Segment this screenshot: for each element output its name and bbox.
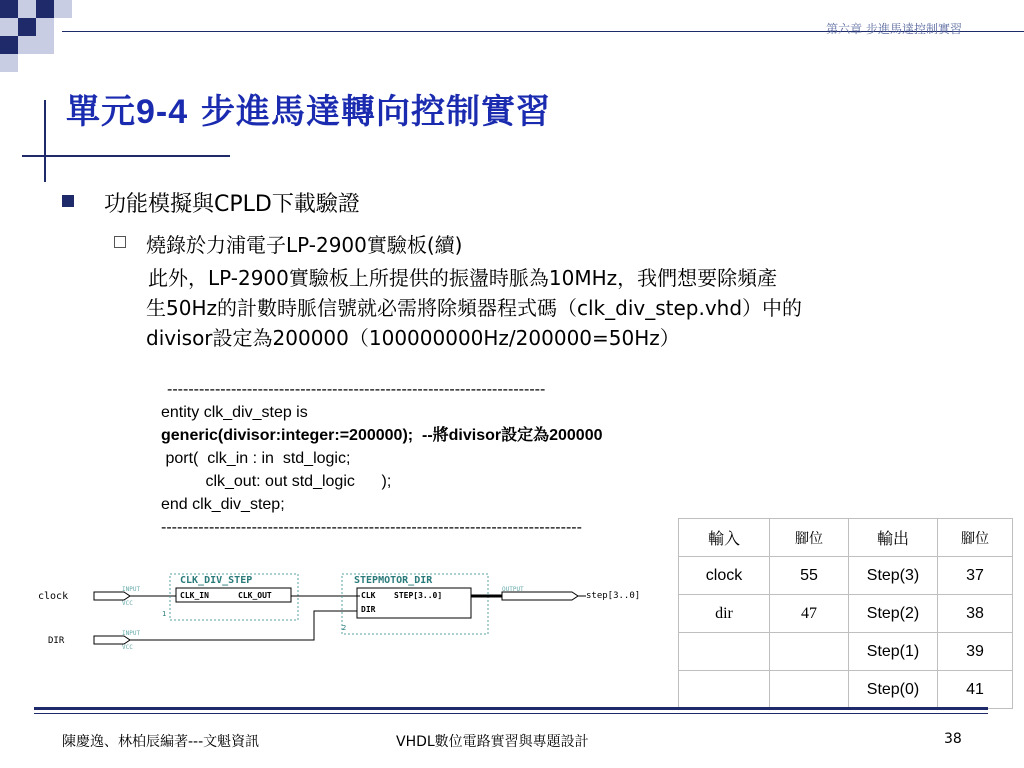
table-row xyxy=(679,671,1013,709)
table-cell: dir xyxy=(679,595,770,633)
title-number: 9-4 xyxy=(136,93,189,131)
bullet-hollow-square-icon xyxy=(114,236,126,248)
block2-index: 2 xyxy=(342,624,347,632)
title-text: 步進馬達轉向控制實習 xyxy=(188,92,551,132)
code-line: entity clk_div_step is xyxy=(161,404,308,421)
block2-pin-step: STEP[3..0] xyxy=(394,591,443,600)
bullet-level2: 燒錄於力浦電子LP-2900實驗板(續) xyxy=(146,233,463,257)
table-cell: 55 xyxy=(770,557,849,595)
table-cell: Step(3) xyxy=(849,557,938,595)
table-cell: Step(2) xyxy=(849,595,938,633)
vcc-tag: VCC xyxy=(122,644,133,651)
title-cross-vertical xyxy=(44,100,46,182)
code-line: end clk_div_step; xyxy=(161,496,285,513)
code-dash-line: ----------------------------------------------------------------------- xyxy=(167,381,546,398)
title-prefix: 單元 xyxy=(66,92,136,132)
code-line: port( clk_in : in std_logic; xyxy=(161,450,351,467)
input-tag: INPUT xyxy=(122,586,141,593)
input-dir-label: DIR xyxy=(48,636,65,646)
table-cell: 47 xyxy=(770,595,849,633)
table-cell xyxy=(679,671,770,709)
slide-title xyxy=(66,84,551,133)
table-row xyxy=(679,595,1013,633)
vcc-tag: VCC xyxy=(122,600,133,607)
table-cell: 37 xyxy=(938,557,1013,595)
title-cross-horizontal xyxy=(22,155,230,157)
table-cell: Step(1) xyxy=(849,633,938,671)
body-paragraph xyxy=(146,263,966,353)
input-tag: INPUT xyxy=(122,630,141,637)
bullet-level1: 功能模擬與CPLD下載驗證 xyxy=(104,192,360,217)
corner-decoration-square xyxy=(18,36,36,54)
corner-decoration-square xyxy=(0,0,18,18)
block2-title: STEPMOTOR_DIR xyxy=(354,575,433,586)
corner-decoration-square xyxy=(54,0,72,18)
footer-rule xyxy=(34,707,988,710)
table-cell: 38 xyxy=(938,595,1013,633)
output-tag: OUTPUT xyxy=(502,586,524,593)
code-line: clk_out: out std_logic ); xyxy=(161,473,392,490)
table-header-cell: 輸入 xyxy=(679,519,770,557)
table-cell: Step(0) xyxy=(849,671,938,709)
input-clock-label: clock xyxy=(38,591,69,602)
corner-decoration-square xyxy=(0,18,18,36)
block-schematic xyxy=(14,566,662,656)
table-header-cell: 腳位 xyxy=(938,519,1013,557)
footer-author: 陳慶逸、林柏辰編著---文魁資訊 xyxy=(62,734,260,750)
table-cell: clock xyxy=(679,557,770,595)
pin-table xyxy=(678,518,1013,709)
code-line-bold: generic(divisor:integer:=200000); --將divisor設定為200000 xyxy=(161,427,603,444)
block1-pin-out: CLK_OUT xyxy=(238,591,272,600)
output-step-label: step[3..0] xyxy=(586,591,641,601)
table-cell: 41 xyxy=(938,671,1013,709)
corner-decoration-square xyxy=(0,36,18,54)
block1-index: 1 xyxy=(162,610,167,618)
table-row xyxy=(679,633,1013,671)
corner-decoration-square xyxy=(36,36,54,54)
table-header-cell: 腳位 xyxy=(770,519,849,557)
block2-pin-dir: DIR xyxy=(361,605,376,614)
block1-title: CLK_DIV_STEP xyxy=(180,575,253,586)
footer-book-title: VHDL數位電路實習與專題設計 xyxy=(396,734,589,750)
table-cell xyxy=(770,633,849,671)
table-cell: 39 xyxy=(938,633,1013,671)
code-dash-line: ------------------------------------------------------------------------------- xyxy=(161,519,582,536)
block2-pin-clk: CLK xyxy=(361,591,376,600)
corner-decoration-square xyxy=(36,18,54,36)
paragraph-line: 生50Hz的計數時脈信號就必需將除頻器程式碼（clk_div_step.vhd）中的 xyxy=(146,296,803,320)
footer-page-number: 38 xyxy=(944,731,962,747)
table-row xyxy=(679,557,1013,595)
input-clock-pin xyxy=(94,592,130,600)
table-header-row xyxy=(679,519,1013,557)
input-dir-pin xyxy=(94,636,130,644)
paragraph-line: 此外，LP-2900實驗板上所提供的振盪時脈為10MHz，我們想要除頻產 xyxy=(148,266,778,290)
table-cell xyxy=(770,671,849,709)
code-block xyxy=(161,378,603,539)
output-step-pin xyxy=(502,592,578,600)
chapter-label: 第六章 步進馬達控制實習 xyxy=(826,22,962,36)
corner-decoration-square xyxy=(0,54,18,72)
corner-decoration-square xyxy=(18,0,36,18)
paragraph-line: divisor設定為200000（100000000Hz/200000=50Hz） xyxy=(146,326,680,350)
block1-pin-in: CLK_IN xyxy=(180,591,209,600)
table-header-cell: 輸出 xyxy=(849,519,938,557)
corner-decoration-square xyxy=(36,0,54,18)
table-cell xyxy=(679,633,770,671)
footer-rule-thin xyxy=(34,713,988,714)
bullet-square-icon xyxy=(62,195,74,207)
corner-decoration-square xyxy=(18,18,36,36)
